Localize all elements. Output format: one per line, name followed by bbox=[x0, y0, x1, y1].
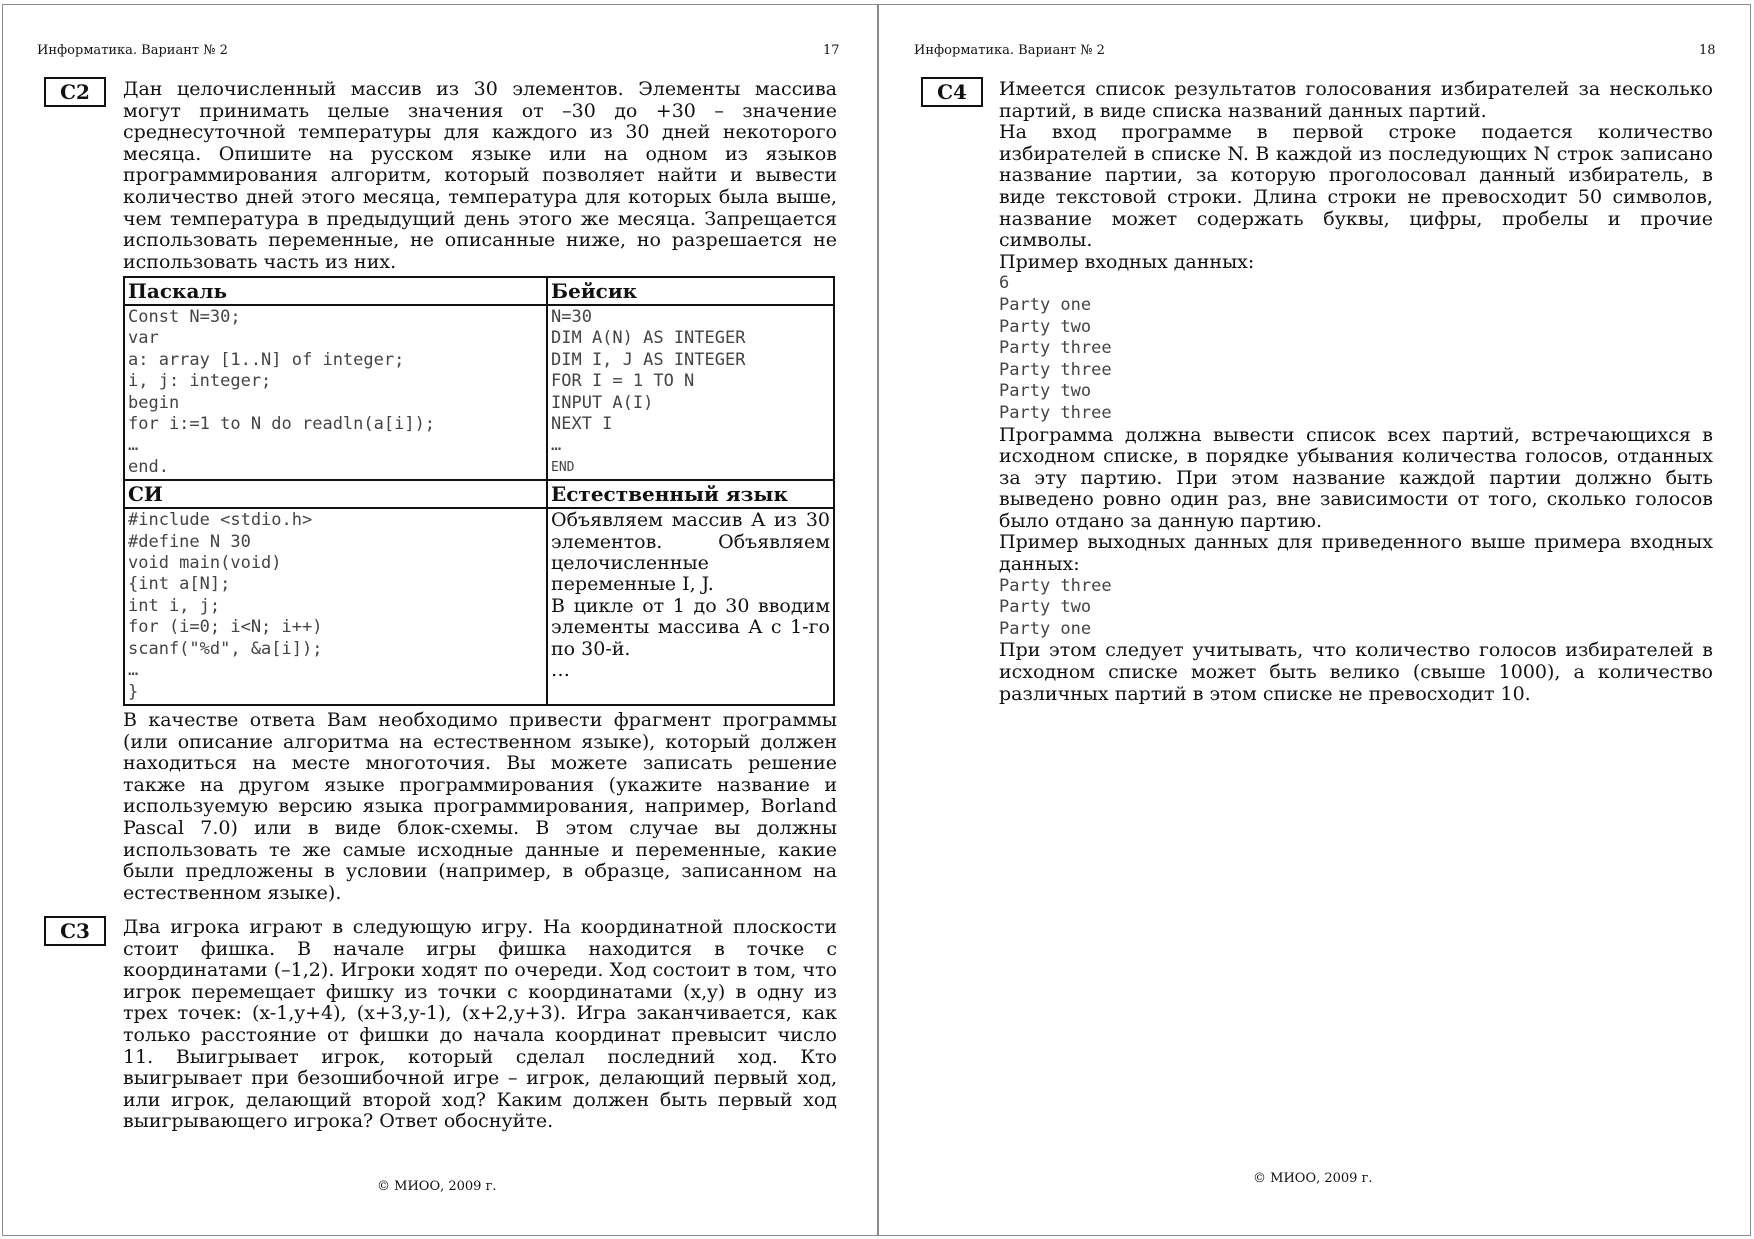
code-line: end. bbox=[128, 456, 169, 477]
code-line: } bbox=[128, 681, 139, 702]
natural-text: Объявляем массив A из 30 элементов. Объявляем целочисленные переменные I, J. bbox=[551, 509, 830, 596]
natural-language-cell bbox=[547, 508, 834, 705]
input-example-line: Party one bbox=[999, 294, 1092, 315]
code-line: #include <stdio.h> bbox=[128, 510, 313, 531]
output-example-line: Party one bbox=[999, 618, 1092, 639]
footer-copyright: © МИОО, 2009 г. bbox=[377, 1179, 497, 1194]
task-c2-answer-note: В качестве ответа Вам необходимо привести фрагмент программы (или описание алгоритма на естественном языке), который должен находиться на месте многоточия. Вы можете записать решение также на другом языке программирования (укажите название и используемую версию языка программирования, например, Borland Pascal 7.0) или в виде блок-схемы. В этом случае вы должны использовать те же самые исходные данные и переменные, какие были предложены в условии (например, в образце, записанном на естественном языке). bbox=[123, 709, 837, 904]
basic-code-cell bbox=[547, 305, 834, 480]
code-line: FOR I = 1 TO N bbox=[551, 371, 695, 392]
natural-language-header: Естественный язык bbox=[547, 480, 834, 508]
footer-copyright: © МИОО, 2009 г. bbox=[1253, 1171, 1373, 1186]
left-page bbox=[2, 4, 878, 1236]
code-line: NEXT I bbox=[551, 414, 613, 435]
code-line: DIM A(N) AS INTEGER bbox=[551, 328, 746, 349]
task-c3-text: Два игрока играют в следующую игру. На координатной плоскости стоит фишка. В начале игры фишка находится в точке с координатами (–1,2). Игроки ходят по очереди. Ход состоит в том, что игрок перемещает фишку из точки с координатами (x,y) в одну из трех точек: (x-1,y+4), (x+3,y-1), (x+2,y+3). Игра заканчивается, как только расстояние от фишки до начала координат превысит число 11. Выигрывает игрок, который сделал последний ход. Кто выигрывает при безошибочной игре – игрок, делающий первый ход, или игрок, делающий второй ход? Каким должен быть первый ход выигрывающего игрока? Ответ обоснуйте. bbox=[123, 916, 837, 1133]
natural-text: В цикле от 1 до 30 вводим элементы массива A с 1-го по 30-й. bbox=[551, 594, 830, 660]
code-line: … bbox=[128, 435, 139, 456]
c-code-cell bbox=[124, 508, 547, 705]
code-line: begin bbox=[128, 392, 180, 413]
task-c2-intro: Дан целочисленный массив из 30 элементов. Элементы массива могут принимать целые значения от –30 до +30 – значение среднесуточной температуры для каждого из 30 дней некоторого месяца. Опишите на русском языке или на одном из языков программирования алгоритм, который позволяет найти и вывести количество дней этого месяца, температура для которых была выше, чем температура в предыдущий день этого же месяца. Запрещается использовать переменные, не описанные ниже, но разрешается не использовать часть из них. bbox=[123, 78, 837, 273]
code-line: for (i=0; i<N; i++) bbox=[128, 617, 323, 638]
code-line: Const N=30; bbox=[128, 307, 241, 327]
input-example-line: Party three bbox=[999, 338, 1112, 359]
input-example-line: Party three bbox=[999, 359, 1112, 380]
output-example-label: Пример выходных данных для приведенного выше примера входных данных: bbox=[999, 531, 1713, 576]
code-table bbox=[123, 276, 835, 706]
output-example-line: Party three bbox=[999, 575, 1112, 596]
output-example-line: Party two bbox=[999, 597, 1092, 618]
code-line: for i:=1 to N do readln(a[i]); bbox=[128, 414, 436, 435]
natural-text: … bbox=[551, 659, 570, 682]
input-example-line: Party two bbox=[999, 381, 1092, 402]
task-label-c3: С3 bbox=[44, 916, 106, 946]
code-line: #define N 30 bbox=[128, 531, 251, 552]
task-c4-text: Имеется список результатов голосования избирателей за несколько партий, в виде списка названий данных партий. На вход программе в первой строке подается количество избирателей в списке N. В каждой из последующих N строк записано название партии, за которую проголосовал данный избиратель, в виде текстовой строки. Длина строки не превосходит 50 символов, название может содержать буквы, цифры, пробелы и прочие символы. Пример входных данных: 6 Party one Party two Party three Party three Party two Party three Программа должна вывести список всех партий, встречающихся в исходном списке, в порядке убывания количества голосов, отданных за эту партию. При этом название каждой партии должно быть выведено ровно один раз, вне зависимости от того, сколько голосов было отдано за данную партию. Пример выходных данных для приведенного выше примера входных данных: Party three Party two Party one При этом следует учитывать, что количество голосов избирателей в исходном списке может быть велико (свыше 1000), а количество различных партий в этом списке не превосходит 10. bbox=[999, 78, 1713, 705]
input-example-line: Party two bbox=[999, 316, 1092, 337]
pascal-code-cell bbox=[124, 305, 547, 480]
code-line: INPUT A(I) bbox=[551, 392, 654, 413]
page-number: 18 bbox=[1699, 43, 1716, 58]
code-line: scanf("%d", &a[i]); bbox=[128, 638, 323, 659]
input-example-line: 6 bbox=[999, 273, 1010, 294]
code-line: i, j: integer; bbox=[128, 371, 272, 392]
page-number: 17 bbox=[823, 43, 840, 58]
task-label-c2: С2 bbox=[44, 77, 106, 107]
right-page bbox=[878, 4, 1751, 1236]
code-line: int i, j; bbox=[128, 595, 221, 616]
c-header: СИ bbox=[124, 480, 547, 508]
code-line: a: array [1..N] of integer; bbox=[128, 349, 405, 370]
code-line: N=30 bbox=[551, 307, 592, 327]
basic-header: Бейсик bbox=[547, 277, 834, 305]
code-line: {int a[N]; bbox=[128, 574, 231, 595]
code-line: … bbox=[551, 435, 562, 456]
header-title: Информатика. Вариант № 2 bbox=[914, 43, 1105, 58]
code-line: … bbox=[128, 660, 139, 681]
code-line: END bbox=[551, 459, 575, 475]
input-example-line: Party three bbox=[999, 402, 1112, 423]
header-title: Информатика. Вариант № 2 bbox=[37, 43, 228, 58]
pascal-header: Паскаль bbox=[124, 277, 547, 305]
code-line: var bbox=[128, 328, 159, 349]
code-line: void main(void) bbox=[128, 553, 282, 574]
task-label-c4: С4 bbox=[921, 77, 983, 107]
input-example-label: Пример входных данных: bbox=[999, 250, 1255, 273]
code-line: DIM I, J AS INTEGER bbox=[551, 349, 746, 370]
